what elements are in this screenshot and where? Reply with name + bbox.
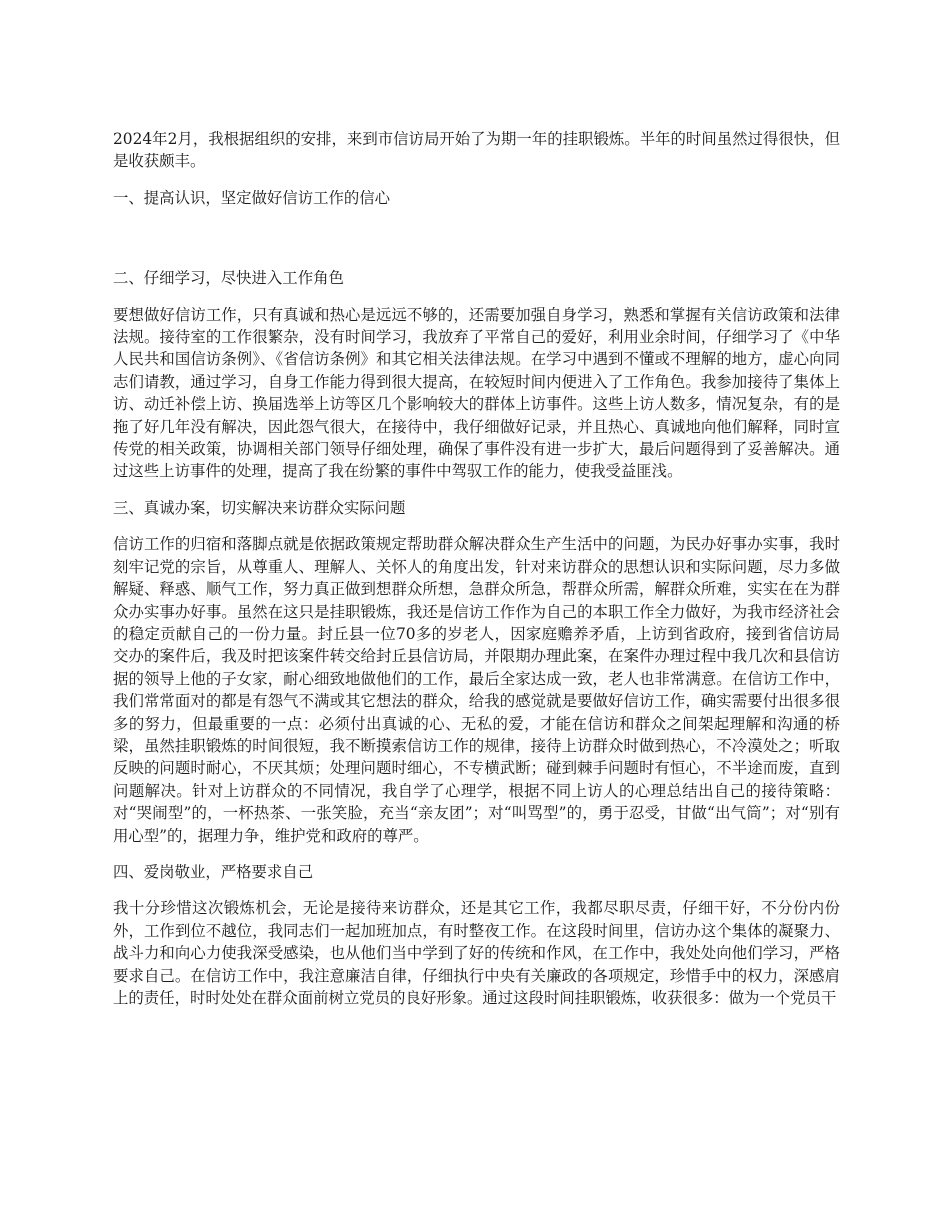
section-4-heading: 四、爱岗敬业，严格要求自己: [113, 862, 314, 881]
spacer: [113, 847, 840, 861]
section-4-body: 我十分珍惜这次锻炼机会，无论是接待来访群众，还是其它工作，我都尽职尽责，仔细干好，不分份内份外，工作到位不越位，我同志们一起加班加点，有时整夜工作。在这段时间里，信访办这个集体的凝聚力、战斗力和向心力使我深受感染，也从他们当中学到了好的传统和作风，在工作中，我处处向他们学习，严格要求自己。在信访工作中，我注意廉洁自律，仔细执行中央有关廉政的各项规定，珍惜手中的权力，深感肩上的责任，时时处处在群众面前树立党员的良好形象。通过这段时间挂职锻炼，收获很多：做为一个党员干: [113, 899, 840, 1007]
spacer: [113, 519, 840, 533]
section-3-body: 信访工作的归宿和落脚点就是依据政策规定帮助群众解决群众生产生活中的问题，为民办好事办实事，我时刻牢记党的宗旨，从尊重人、理解人、关怀人的角度出发，针对来访群众的思想认识和实际问题，尽力多做解疑、释惑、顺气工作，努力真正做到想群众所想，急群众所急，帮群众所需，解群众所难，实实在在为群众办实事办好事。虽然在这只是挂职锻炼，我还是信访工作作为自己的本职工作全力做好，为我市经济社会的稳定贡献自己的一份力量。封丘县一位70多的岁老人，因家庭赡养矛盾，上访到省政府，接到省信访局交办的案件后，我及时把该案件转交给封丘县信访局，并限期办理此案，在案件办理过程中我几次和县信访据的领导上他的子女家，耐心细致地做他们的工作，最后全家达成一致，老人也非常满意。在信访工作中，我们常常面对的都是有怨气不满或其它想法的群众，给我的感觉就是要做好信访工作，确实需要付出很多很多的努力，但最重要的一点：必须付出真诚的心、无私的爱，才能在信访和群众之间架起理解和沟通的桥梁，虽然挂职锻炼的时间很短，我不断摸索信访工作的规律，接待上访群众时做到热心，不冷漠处之；听取反映的问题时耐心，不厌其烦；处理问题时细心，不专横武断；碰到棘手问题时有恒心，不半途而废，直到问题解决。针对上访群众的不同情况，我自学了心理学，根据不同上访人的心理总结出自己的接待策略：对“哭闹型”的，一杯热茶、一张笑脸，充当“亲友团”；对“叫骂型”的，勇于忍受，甘做“出气筒”；对“别有用心型”的，据理力争，维护党和政府的尊严。: [113, 535, 840, 845]
document-page: [113, 128, 840, 1009]
spacer: [113, 483, 840, 497]
section-2-body: 要想做好信访工作，只有真诚和热心是远远不够的，还需要加强自身学习，熟悉和掌握有关信访政策和法律法规。接待室的工作很繁杂，没有时间学习，我放弃了平常自己的爱好，利用业余时间，仔细学习了《中华人民共和国信访条例》、《省信访条例》和其它相关法律法规。在学习中遇到不懂或不理解的地方，虚心向同志们请教，通过学习，自身工作能力得到很大提高，在较短时间内便进入了工作角色。我参加接待了集体上访、动迁补偿上访、换届选举上访等区几个影响较大的群体上访事件。这些上访人数多，情况复杂，有的是拖了好几年没有解决，因此怨气很大，在接待中，我仔细做好记录，并且热心、真诚地向他们解释，同时宣传党的相关政策，协调相关部门领导仔细处理，确保了事件没有进一步扩大，最后问题得到了妥善解决。通过这些上访事件的处理，提高了我在纷繁的事件中驾驭工作的能力，使我受益匪浅。: [113, 305, 840, 481]
section-2-heading: 二、仔细学习，尽快进入工作角色: [113, 269, 344, 288]
section-3-heading: 三、真诚办案，切实解决来访群众实际问题: [113, 498, 406, 517]
spacer: [113, 209, 840, 267]
spacer: [113, 173, 840, 187]
intro-paragraph: 2024年2月，我根据组织的安排，来到市信访局开始了为期一年的挂职锻炼。半年的时间虽然过得很快，但是收获颇丰。: [113, 130, 840, 171]
spacer: [113, 290, 840, 304]
section-1-heading: 一、提高认识，坚定做好信访工作的信心: [113, 188, 391, 207]
spacer: [113, 883, 840, 897]
